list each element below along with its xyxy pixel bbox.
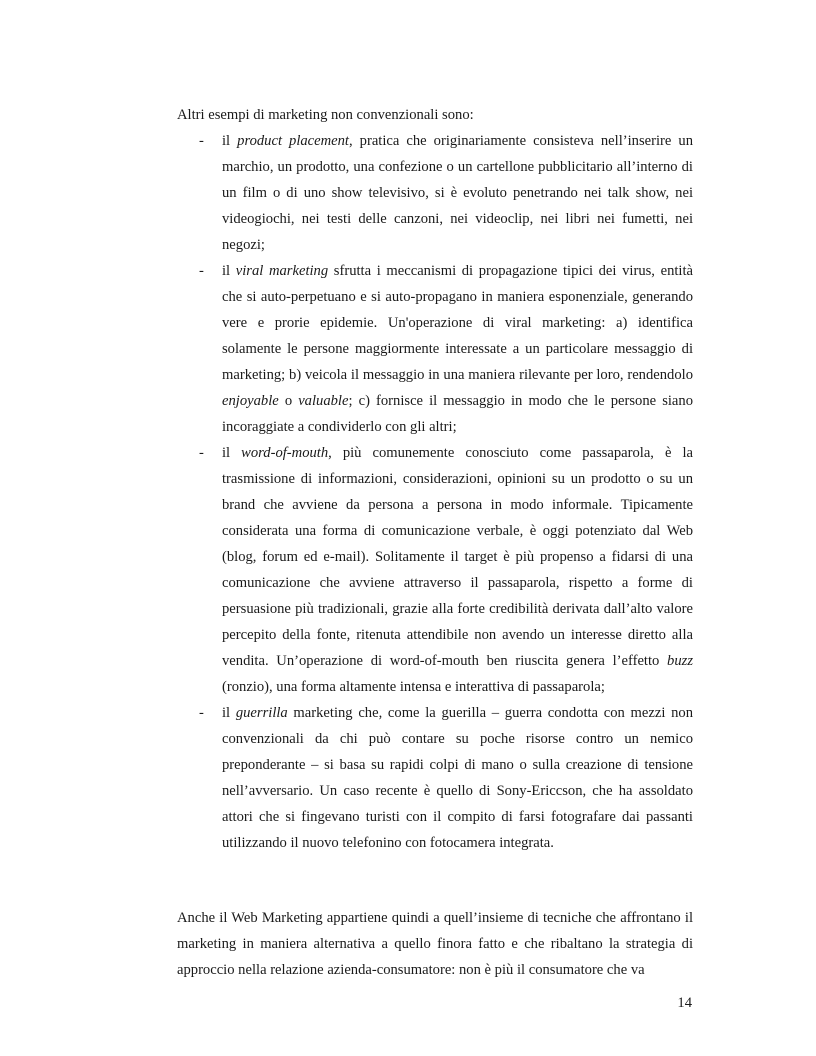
list-item-guerrilla — [177, 700, 693, 856]
list-item-word-of-mouth — [177, 440, 693, 700]
list-dash: - — [199, 705, 204, 721]
examples-list — [177, 128, 693, 856]
item-text: o — [278, 393, 299, 409]
page-number: 14 — [677, 995, 692, 1011]
item-term: valuable — [298, 393, 349, 409]
item-text: il — [222, 133, 238, 149]
item-text: sfrutta i meccanismi di propagazione tipici dei virus, entità che si auto-perpetuano e si auto-propagano in maniera esponenziale, generando vere e prorie epidemie. Un'operazione di viral marketing: a) identifica solamente le persone maggiormente interessate a un particolare messaggio di marketing; b) veicola il messaggio in una maniera rilevante per loro, rendendolo — [222, 263, 694, 383]
item-term: buzz — [667, 653, 693, 669]
item-term: word-of-mouth — [241, 445, 329, 461]
item-term: guerrilla — [235, 705, 288, 721]
item-text: il — [222, 445, 242, 461]
item-text: marketing che, come la guerilla – guerra condotta con mezzi non convenzionali da chi può contare su poche risorse contro un nemico preponderante – si basa su rapidi colpi di mano o sulla creazione di tensione nell’avversario. Un caso recente è quello di Sony-Ericcson, che ha assoldato attori che si fingevano turisti con il compito di farsi fotografare dai passanti utilizzando il nuovo telefonino con fotocamera integrata. — [222, 705, 693, 851]
item-term: viral marketing — [235, 263, 329, 279]
item-text: , più comunemente conosciuto come passaparola, è la trasmissione di informazioni, considerazioni, opinioni su un prodotto o su un brand che avviene da persona a persona in modo informale. Tipicamente considerata una forma di comunicazione verbale, è oggi potenziato dal Web (blog, forum ed e-mail). Solitamente il target è più propenso a fidarsi di una comunicazione che avviene attraverso il passaparola, rispetto a forme di persuasione più tradizionali, grazie alla forte credibilità derivata dall’alto valore percepito della fonte, ritenuta attendibile non avendo un interesse diretto alla vendita. Un’operazione di word-of-mouth ben riuscita genera l’effetto — [222, 445, 693, 669]
item-text: , pratica che originariamente consisteva nell’inserire un marchio, un prodotto, una confezione o un cartellone pubblicitario all’interno di un film o di uno show televisivo, si è evoluto penetrando nei talk show, nei videogiochi, nei testi delle canzoni, nei videoclip, nei libri nei fumetti, nei negozi; — [222, 133, 694, 253]
intro-paragraph: Altri esempi di marketing non convenzionali sono: — [177, 107, 474, 123]
list-dash: - — [199, 263, 204, 279]
list-item-viral-marketing — [177, 258, 693, 440]
list-dash: - — [199, 445, 204, 461]
item-text: (ronzio), una forma altamente intensa e interattiva di passaparola; — [222, 679, 605, 695]
item-term: product placement — [237, 133, 349, 149]
item-text: il — [222, 705, 236, 721]
list-dash: - — [199, 133, 204, 149]
list-item-product-placement — [177, 128, 693, 258]
item-text: il — [222, 263, 236, 279]
closing-paragraph: Anche il Web Marketing appartiene quindi a quell’insieme di tecniche che affrontano il marketing in maniera alternativa a quello finora fatto e che ribaltano la strategia di approccio nella relazione azienda-consumatore: non è più il consumatore che va — [177, 910, 693, 978]
item-term: enjoyable — [222, 393, 279, 409]
item-text: ; c) fornisce il messaggio in modo che le persone siano incoraggiate a condividerlo con gli altri; — [222, 393, 693, 435]
